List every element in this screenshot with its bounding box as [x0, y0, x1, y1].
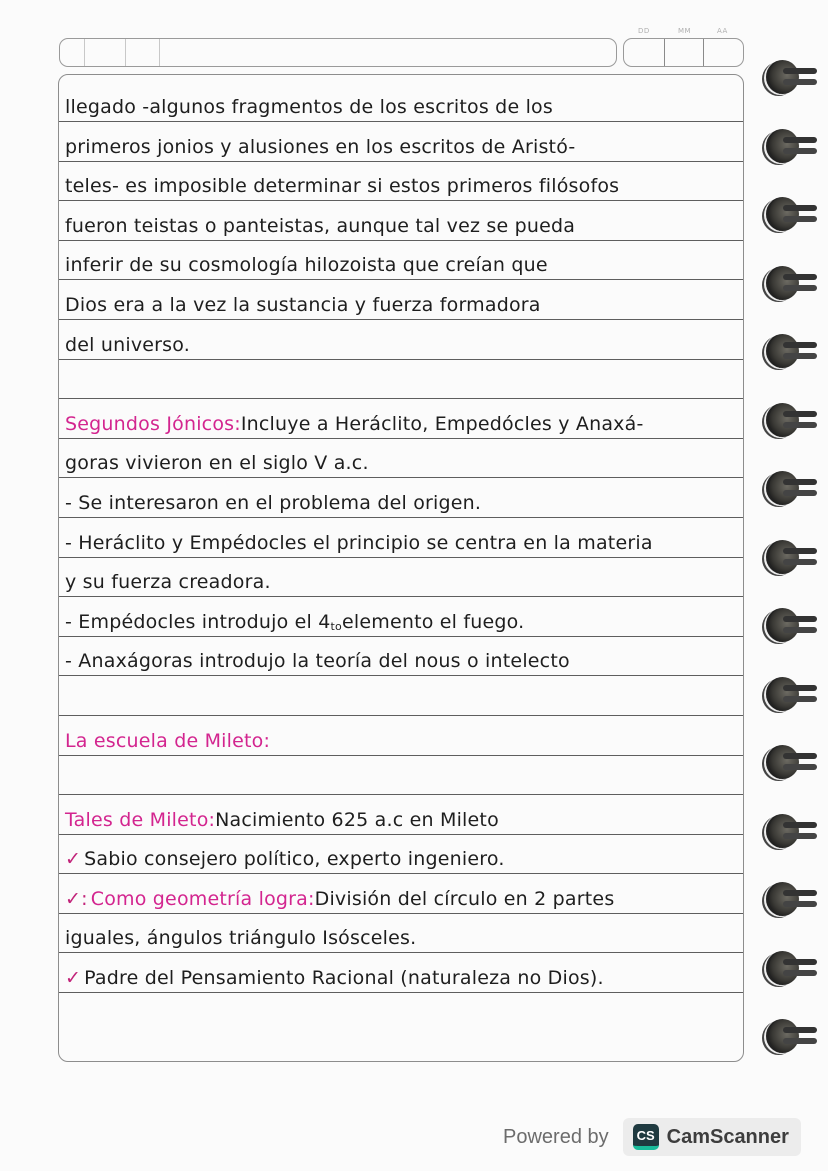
spiral-ring-icon [766, 266, 799, 300]
note-line [59, 716, 743, 756]
spiral-ring-icon [766, 814, 799, 848]
note-line [59, 597, 743, 637]
note-text: teles- es imposible determinar si estos primeros filósofos [65, 175, 620, 198]
note-text: iguales, ángulos triángulo Isósceles. [65, 927, 417, 950]
header-date-box [623, 38, 744, 67]
note-line [59, 914, 743, 954]
camscanner-badge [623, 1118, 801, 1156]
note-text: y su fuerza creadora. [65, 571, 271, 594]
note-line [59, 241, 743, 281]
checkmark-icon: ✓: [65, 887, 88, 910]
header-cell [125, 39, 160, 66]
scanner-watermark [503, 1116, 801, 1158]
note-text: Dios era a la vez la sustancia y fuerza formadora [65, 293, 541, 316]
note-line [59, 75, 743, 122]
date-cell-dd [624, 39, 665, 66]
camscanner-brand-name: CamScanner [666, 1125, 789, 1148]
note-line [59, 637, 743, 677]
note-text: - Empédocles introdujo el 4 [65, 610, 331, 633]
spiral-ring-icon [766, 334, 799, 368]
spiral-binding [766, 60, 826, 1060]
note-line [59, 201, 743, 241]
spiral-ring-icon [766, 60, 799, 94]
note-line [59, 795, 743, 835]
note-text: Incluye a Heráclito, Empedócles y Anaxá- [240, 412, 644, 435]
date-label-aa: AA [717, 27, 728, 35]
spiral-ring-icon [766, 1019, 799, 1053]
note-line [59, 756, 743, 796]
spiral-ring-icon [766, 197, 799, 231]
note-text: goras vivieron en el siglo V a.c. [65, 452, 369, 475]
note-line [59, 676, 743, 716]
note-line [59, 518, 743, 558]
spiral-ring-icon [766, 951, 799, 985]
note-line [59, 399, 743, 439]
note-text: to [330, 619, 342, 633]
note-line [59, 478, 743, 518]
note-line [59, 280, 743, 320]
note-line [59, 953, 743, 993]
checkmark-icon: ✓ [65, 967, 82, 990]
date-label-mm: MM [678, 27, 692, 35]
note-line [59, 558, 743, 598]
spiral-ring-icon [766, 745, 799, 779]
note-text: inferir de su cosmología hilozoista que creían que [65, 254, 548, 277]
date-cell-mm [664, 39, 704, 66]
camscanner-logo-icon: CS [633, 1124, 659, 1150]
date-label-dd: DD [638, 27, 650, 35]
note-text: del universo. [65, 333, 191, 356]
note-heading: La escuela de Mileto: [65, 729, 271, 752]
note-text: - Anaxágoras introdujo la teoría del nous o intelecto [65, 650, 570, 673]
note-text: Padre del Pensamiento Racional (naturaleza no Dios). [84, 967, 604, 990]
note-heading: Tales de Mileto: [65, 808, 216, 831]
spiral-ring-icon [766, 129, 799, 163]
note-text: llegado -algunos fragmentos de los escritos de los [65, 96, 553, 118]
notebook-page [58, 74, 744, 1062]
header-title-box [59, 38, 617, 67]
spiral-ring-icon [766, 471, 799, 505]
note-line [59, 835, 743, 875]
note-line [59, 360, 743, 400]
header-cell [84, 39, 126, 66]
note-text: elemento el fuego. [341, 610, 525, 633]
note-heading: Como geometría logra: [90, 887, 315, 910]
note-text: fueron teistas o panteistas, aunque tal vez se pueda [65, 214, 576, 237]
header-cell [60, 39, 85, 66]
note-text: - Heráclito y Empédocles el principio se centra en la materia [65, 531, 653, 554]
note-line [59, 874, 743, 914]
spiral-ring-icon [766, 608, 799, 642]
spiral-ring-icon [766, 540, 799, 574]
note-line [59, 439, 743, 479]
note-text: primeros jonios y alusiones en los escritos de Aristó- [65, 135, 576, 158]
note-text: Sabio consejero político, experto ingeniero. [84, 848, 505, 871]
powered-by-text: Powered by [503, 1125, 609, 1148]
note-text: - Se interesaron en el problema del origen. [65, 491, 482, 514]
spiral-ring-icon [766, 403, 799, 437]
note-line [59, 122, 743, 162]
spiral-ring-icon [766, 677, 799, 711]
note-text: División del círculo en 2 partes [314, 887, 615, 910]
note-line [59, 162, 743, 202]
checkmark-icon: ✓ [65, 848, 82, 871]
note-heading: Segundos Jónicos: [65, 412, 241, 435]
note-text: Nacimiento 625 a.c en Mileto [215, 808, 499, 831]
spiral-ring-icon [766, 882, 799, 916]
note-line [59, 320, 743, 360]
